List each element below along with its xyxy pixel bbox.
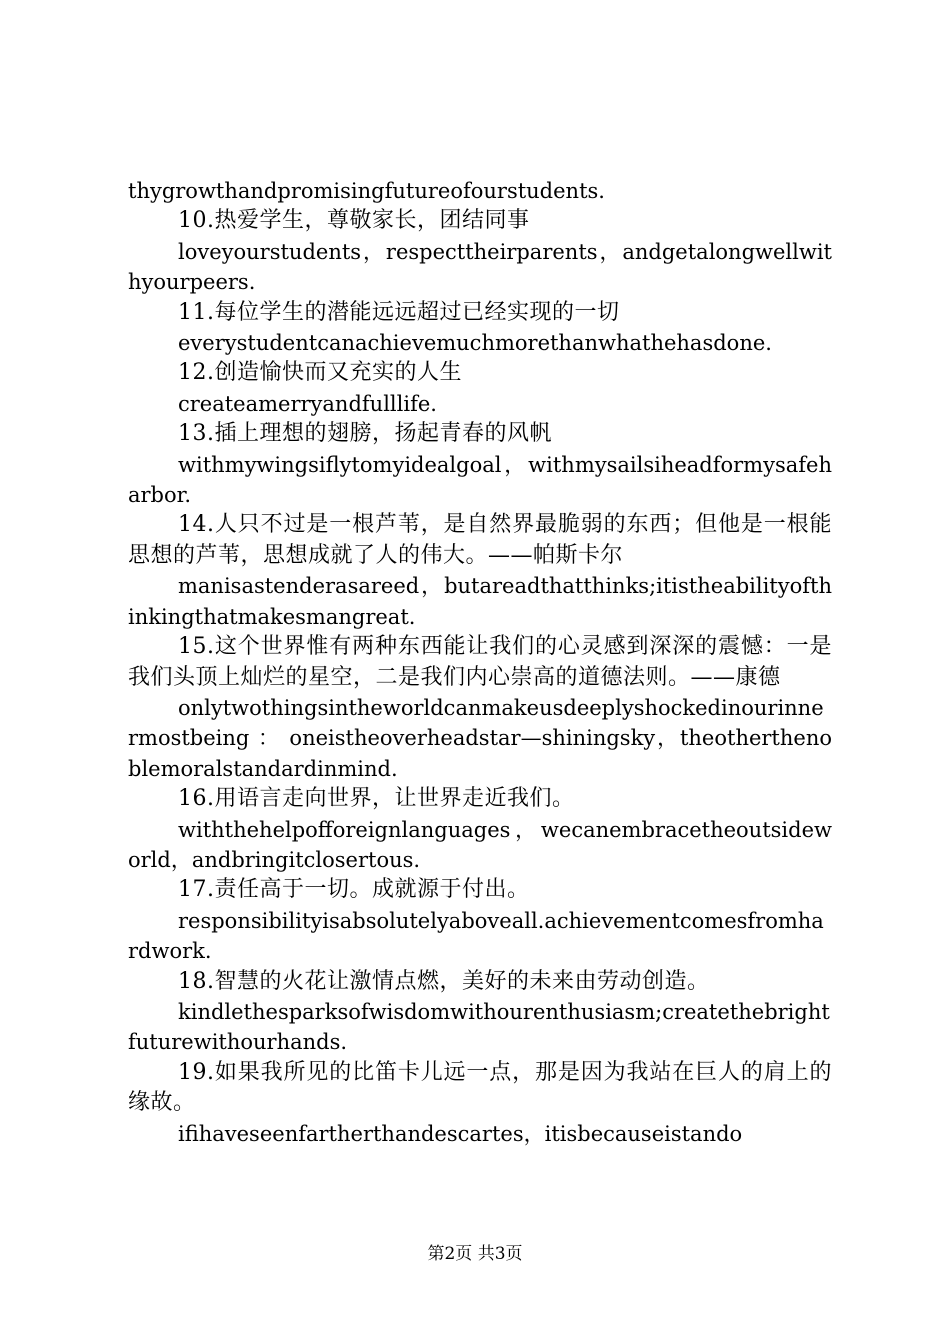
document-paragraph: thygrowthandpromisingfutureofourstudents. [128,179,605,203]
document-paragraph: 12.创造愉快而又充实的人生 [178,360,462,386]
document-paragraph: 10.热爱学生，尊敬家长，团结同事 [178,208,530,234]
document-paragraph: withthehelpofforeignlanguages，wecanembracetheoutsideworld，andbringitclosertous. [128,817,832,872]
document-paragraph: createamerryandfulllife. [178,391,437,416]
document-paragraph: everystudentcanachievemuchmorethanwhathehasdone. [178,331,772,356]
document-paragraph: 15.这个世界惟有两种东西能让我们的心灵感到深深的震憾：一是我们头顶上灿烂的星空，二是我们内心崇高的道德法则。——康德 [128,634,832,690]
document-paragraph: 14.人只不过是一根芦苇，是自然界最脆弱的东西；但他是一根能思想的芦苇，思想成就了人的伟大。——帕斯卡尔 [128,512,832,568]
document-paragraph: 13.插上理想的翅膀，扬起青春的风帆 [178,421,552,447]
document-paragraph: manisastenderasareed，butareadthatthinks;itistheabilityofthinkingthatmakesmangreat. [128,574,832,629]
document-paragraph: withmywingsiflytomyidealgoal，withmysailsiheadformysafeharbor. [128,452,832,508]
document-paragraph: responsibilityisabsolutelyaboveall.achievementcomesfromhardwork. [128,908,824,964]
document-paragraph: loveyourstudents，respecttheirparents，andgetalongwellwithyourpeers. [128,239,832,295]
document-paragraph: 19.如果我所见的比笛卡儿远一点，那是因为我站在巨人的肩上的缘故。 [128,1059,832,1116]
page-footer [0,1243,950,1265]
document-paragraph: onlytwothingsintheworldcanmakeusdeeplyshockedinourinnermostbeing ： oneistheoverheadstar—shiningsky，theotherthenoblemoralstandardinmind. [128,695,832,781]
document-paragraph: 16.用语言走向世界，让世界走近我们。 [178,786,575,812]
document-body [128,176,832,1149]
document-paragraph: 18.智慧的火花让激情点燃，美好的未来由劳动创造。 [178,968,710,994]
document-paragraph: kindlethesparksofwisdomwithourenthusiasm;createthebrightfuturewithourhands. [128,999,830,1055]
page-number-label: 第2页 共3页 [427,1244,523,1264]
document-paragraph: 11.每位学生的潜能远远超过已经实现的一切 [178,299,620,325]
document-paragraph: ifihaveseenfartherthandescartes，itisbecauseistando [178,1121,743,1146]
document-paragraph: 17.责任高于一切。成就源于付出。 [178,877,530,903]
